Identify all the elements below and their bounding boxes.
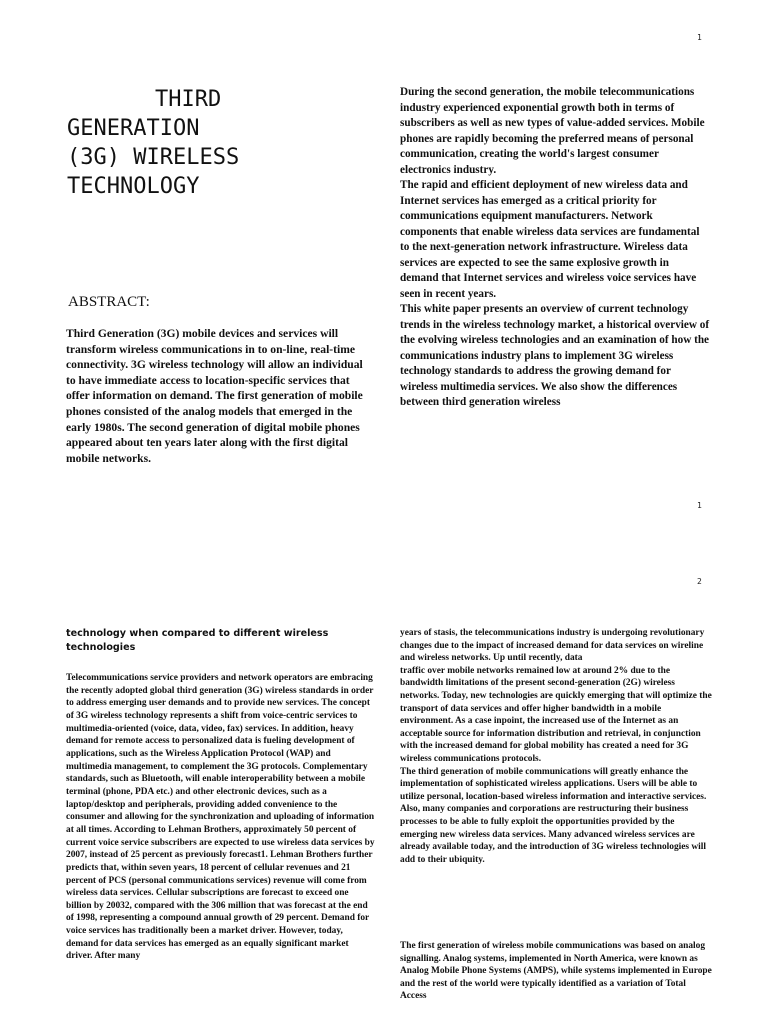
heading-text: technology when compared to different wireless technologies [66,628,329,653]
page2-left-column [66,672,376,963]
body-paragraph: This white paper presents an overview of current technology trends in the wireless technology market, a historical overview of the evolving wireless technologies and an examination of how the communications industry plans to implement 3G wireless technology standards to address the growing demand for wireless multimedia services. We also show the differences between third generation wireless [400,303,710,408]
body-paragraph: traffic over mobile networks remained low at around 2% due to the bandwidth limitations of the present second-generation (2G) wireless networks. Today, new technologies are quickly emerging that will optimize the transport of data services and offer higher bandwidth in a mobile environment. As a case inpoint, the increased use of the Internet as an acceptable source for information distribution and retrieval, in conjunction with the increased demand for global mobility has created a need for 3G wireless communications protocols. [400,665,712,764]
abstract-heading: ABSTRACT: [68,294,150,310]
title-line: TECHNOLOGY [67,174,200,199]
page-number-bottom: 1 [697,501,702,510]
title-line: THIRD [155,87,222,112]
body-paragraph: The third generation of mobile communications will greatly enhance the implementation of sophisticated wireless applications. Users will be able to utilize personal, location-based wireless information and interactive services. Also, many companies and corporations are restructuring their business processes to be able to fully exploit the opportunities provided by the emerging new wireless data services. Many advanced wireless services are already available today, and the introduction of 3G wireless technologies will add to their ubiquity. [400,766,707,865]
page-number-top: 1 [697,33,702,42]
page1-right-column [400,85,710,411]
abstract-paragraph: Third Generation (3G) mobile devices and services will transform wireless communications in to on-line, real-time connectivity. 3G wireless technology will allow an individual to have immediate access to location-specific services that offer information on demand. The first generation of mobile phones consisted of the analog models that emerged in the early 1980s. The second generation of digital mobile phones appeared about ten years later along with the first digital mobile networks. [66,327,363,465]
page2-bottom-paragraph [400,940,712,1003]
page2-right-column [400,627,712,866]
continued-heading [66,627,366,655]
title-line: GENERATION [67,116,200,141]
body-paragraph: The first generation of wireless mobile communications was based on analog signalling. Analog systems, implemented in North America, were known as Analog Mobile Phone Systems (AMPS), while systems implemented in Europe and the rest of the world were typically identified as a variation of Total Access [400,941,712,1002]
body-paragraph: years of stasis, the telecommunications industry is undergoing revolutionary changes due to the impact of increased demand for data services on wireline and wireless networks. Up until recently, data [400,628,705,664]
body-paragraph: During the second generation, the mobile telecommunications industry experienced exponential growth both in terms of subscribers as well as new types of value-added services. Mobile phones are rapidly becoming the preferred means of personal communication, creating the world's largest consumer electronics industry. [400,86,705,176]
abstract-body [66,326,371,466]
title-line: (3G) WIRELESS [67,145,240,170]
body-paragraph: The rapid and efficient deployment of new wireless data and Internet services has emerged as a critical priority for communications equipment manufacturers. Network components that enable wireless data services are fundamental to the next-generation network infrastructure. Wireless data services are expected to see the same explosive growth in demand that Internet services and wireless voice services have seen in recent years. [400,179,700,300]
page-number-top: 2 [697,577,702,586]
document-title [67,85,307,201]
body-paragraph: Telecommunications service providers and network operators are embracing the recently adopted global third generation (3G) wireless standards in order to address emerging user demands and to provide new services. The concept of 3G wireless technology represents a shift from voice-centric services to multimedia-oriented (voice, data, video, fax) services. In addition, heavy demand for remote access to personalized data is fueling development of applications, such as the Wireless Application Protocol (WAP) and multimedia management, to complement the 3G protocols. Complementary standards, such as Bluetooth, will enable interoperability between a mobile terminal (phone, PDA etc.) and other electronic devices, such as a laptop/desktop and peripherals, providing added convenience to the consumer and allowing for the synchronization and uploading of information at all times. According to Lehman Brothers, approximately 50 percent of current voice service subscribers are expected to use wireless data services by 2007, instead of 25 percent as previously forecast1. Lehman Brothers further predicts that, within seven years, 18 percent of cellular revenues and 21 percent of PCS (personal communications services) revenue will come from wireless data services. Cellular subscriptions are forecast to exceed one billion by 20032, compared with the 306 million that was forecast at the end of 1998, representing a compound annual growth of 29 percent. Demand for voice services has traditionally been a market driver. However, today, demand for data services has emerged as an equally significant market driver. After many [66,673,375,962]
